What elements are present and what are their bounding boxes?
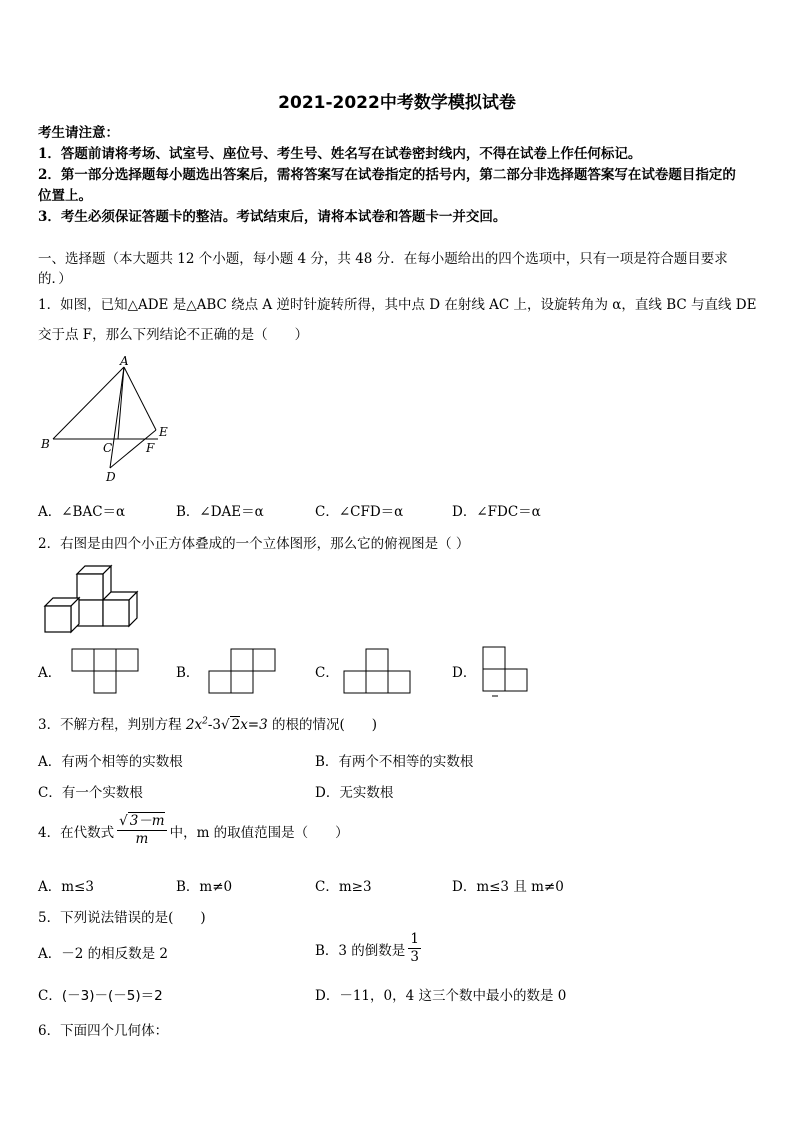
- q3-stem-prefix: 3．不解方程，判别方程: [38, 717, 186, 733]
- q4-stem-suffix: 中，m 的取值范围是（ ）: [169, 824, 349, 841]
- vertex-label-c: C: [103, 441, 113, 455]
- q3-stem: [38, 713, 377, 733]
- vertex-label-a: A: [120, 354, 129, 368]
- section-heading: 一、选择题（本大题共 12 个小题，每小题 4 分，共 48 分．在每小题给出的四个选项中，只有一项是符合题目要求: [38, 251, 728, 267]
- q1-option-d: D．∠FDC＝α: [452, 504, 541, 520]
- vertex-label-b: B: [41, 437, 50, 451]
- vertex-label-e: E: [159, 425, 168, 439]
- q1-option-b: B．∠DAE＝α: [176, 504, 264, 520]
- notice-item-2: 2．第一部分选择题每小题选出答案后，需将答案写在试卷指定的括号内，第二部分非选择题答案写在试卷题目指定的: [38, 167, 736, 183]
- section-heading-cont: 的．）: [38, 271, 72, 287]
- q4-option-b: B．m≠0: [176, 879, 233, 895]
- q4-frac-numerator: 3－m: [129, 813, 165, 829]
- q1-option-a: A．∠BAC＝α: [38, 504, 126, 520]
- q1-stem-cont: 交于点 F，那么下列结论不正确的是（ ）: [38, 327, 309, 343]
- q1-stem: 1．如图，已知△ADE 是△ABC 绕点 A 逆时针旋转所得，其中点 D 在射线 AC 上，设旋转角为 α，直线 BC 与直线 DE: [38, 297, 757, 313]
- q3-option-d: D．无实数根: [315, 785, 394, 801]
- q6-stem: 6．下面四个几何体：: [38, 1023, 169, 1039]
- q1-triangle-figure: [30, 350, 180, 490]
- q2-option-b-label: B．: [176, 665, 200, 681]
- q4-stem-prefix: 4．在代数式: [38, 824, 115, 841]
- q4-option-c: C．m≥3: [315, 879, 372, 895]
- page-title: 2021-2022中考数学模拟试卷: [278, 93, 516, 113]
- q4-option-d: D．m≤3 且 m≠0: [452, 879, 564, 895]
- q5-option-c-expression: (－3)－(－5)＝2: [61, 988, 163, 1004]
- q2-option-b-figure: [208, 648, 278, 694]
- q3-eq-term-b: -3: [207, 717, 221, 733]
- q3-eq-radicand: 2: [231, 717, 241, 733]
- q5-option-c-label: C．: [38, 988, 62, 1004]
- q5-stem: 5．下列说法错误的是( ): [38, 910, 206, 926]
- q5-option-b-fraction: [408, 933, 421, 964]
- q3-option-b: B．有两个不相等的实数根: [315, 754, 474, 770]
- q2-option-a-label: A．: [38, 665, 62, 681]
- q3-stem-suffix: 的根的情况( ): [267, 717, 378, 733]
- q4-frac-denominator: m: [135, 830, 149, 847]
- q2-cube-stack-figure: [40, 562, 140, 637]
- notice-heading: 考生请注意：: [38, 125, 119, 141]
- q2-option-c-label: C．: [315, 665, 339, 681]
- q1-option-c: C．∠CFD＝α: [315, 504, 404, 520]
- q2-stem: 2．右图是由四个小正方体叠成的一个立体图形，那么它的俯视图是（ ）: [38, 536, 470, 552]
- q4-stem: [38, 815, 349, 846]
- q3-eq-exponent: 2: [202, 716, 208, 727]
- notice-item-1: 1．答题前请将考场、试室号、座位号、考生号、姓名写在试卷密封线内，不得在试卷上作任何标记。: [38, 146, 642, 162]
- q3-equation: $2x^2-3√$ 2x=3: [185, 716, 268, 733]
- q5-option-b: [315, 933, 424, 964]
- q5-frac-denominator: 3: [410, 948, 419, 965]
- q3-option-a: A．有两个相等的实数根: [38, 754, 183, 770]
- vertex-label-f: F: [146, 441, 155, 455]
- q5-option-c: [38, 984, 163, 1004]
- q3-eq-term-a: 2x: [185, 717, 203, 733]
- q4-fraction: $\frac{√ 3-m}{m}$: [119, 813, 165, 847]
- q3-eq-term-c: x=3: [240, 717, 268, 733]
- q4-option-a: A．m≤3: [38, 879, 94, 895]
- notice-item-2-cont: 位置上。: [38, 188, 92, 204]
- q5-option-d: D．－11，0，4 这三个数中最小的数是 0: [315, 988, 567, 1004]
- q2-option-d-figure: [482, 646, 532, 698]
- q5-option-b-text: B．3 的倒数是: [315, 942, 406, 959]
- q5-option-a: A．－2 的相反数是 2: [38, 946, 169, 962]
- q2-option-c-figure: [343, 648, 413, 694]
- q5-frac-numerator: 1: [410, 931, 419, 947]
- notice-item-3: 3．考生必须保证答题卡的整洁。考试结束后，请将本试卷和答题卡一并交回。: [38, 209, 507, 225]
- q3-option-c: C．有一个实数根: [38, 785, 143, 801]
- vertex-label-d: D: [106, 470, 116, 484]
- q2-option-d-label: D．: [452, 665, 477, 681]
- q2-option-a-figure: [71, 648, 141, 694]
